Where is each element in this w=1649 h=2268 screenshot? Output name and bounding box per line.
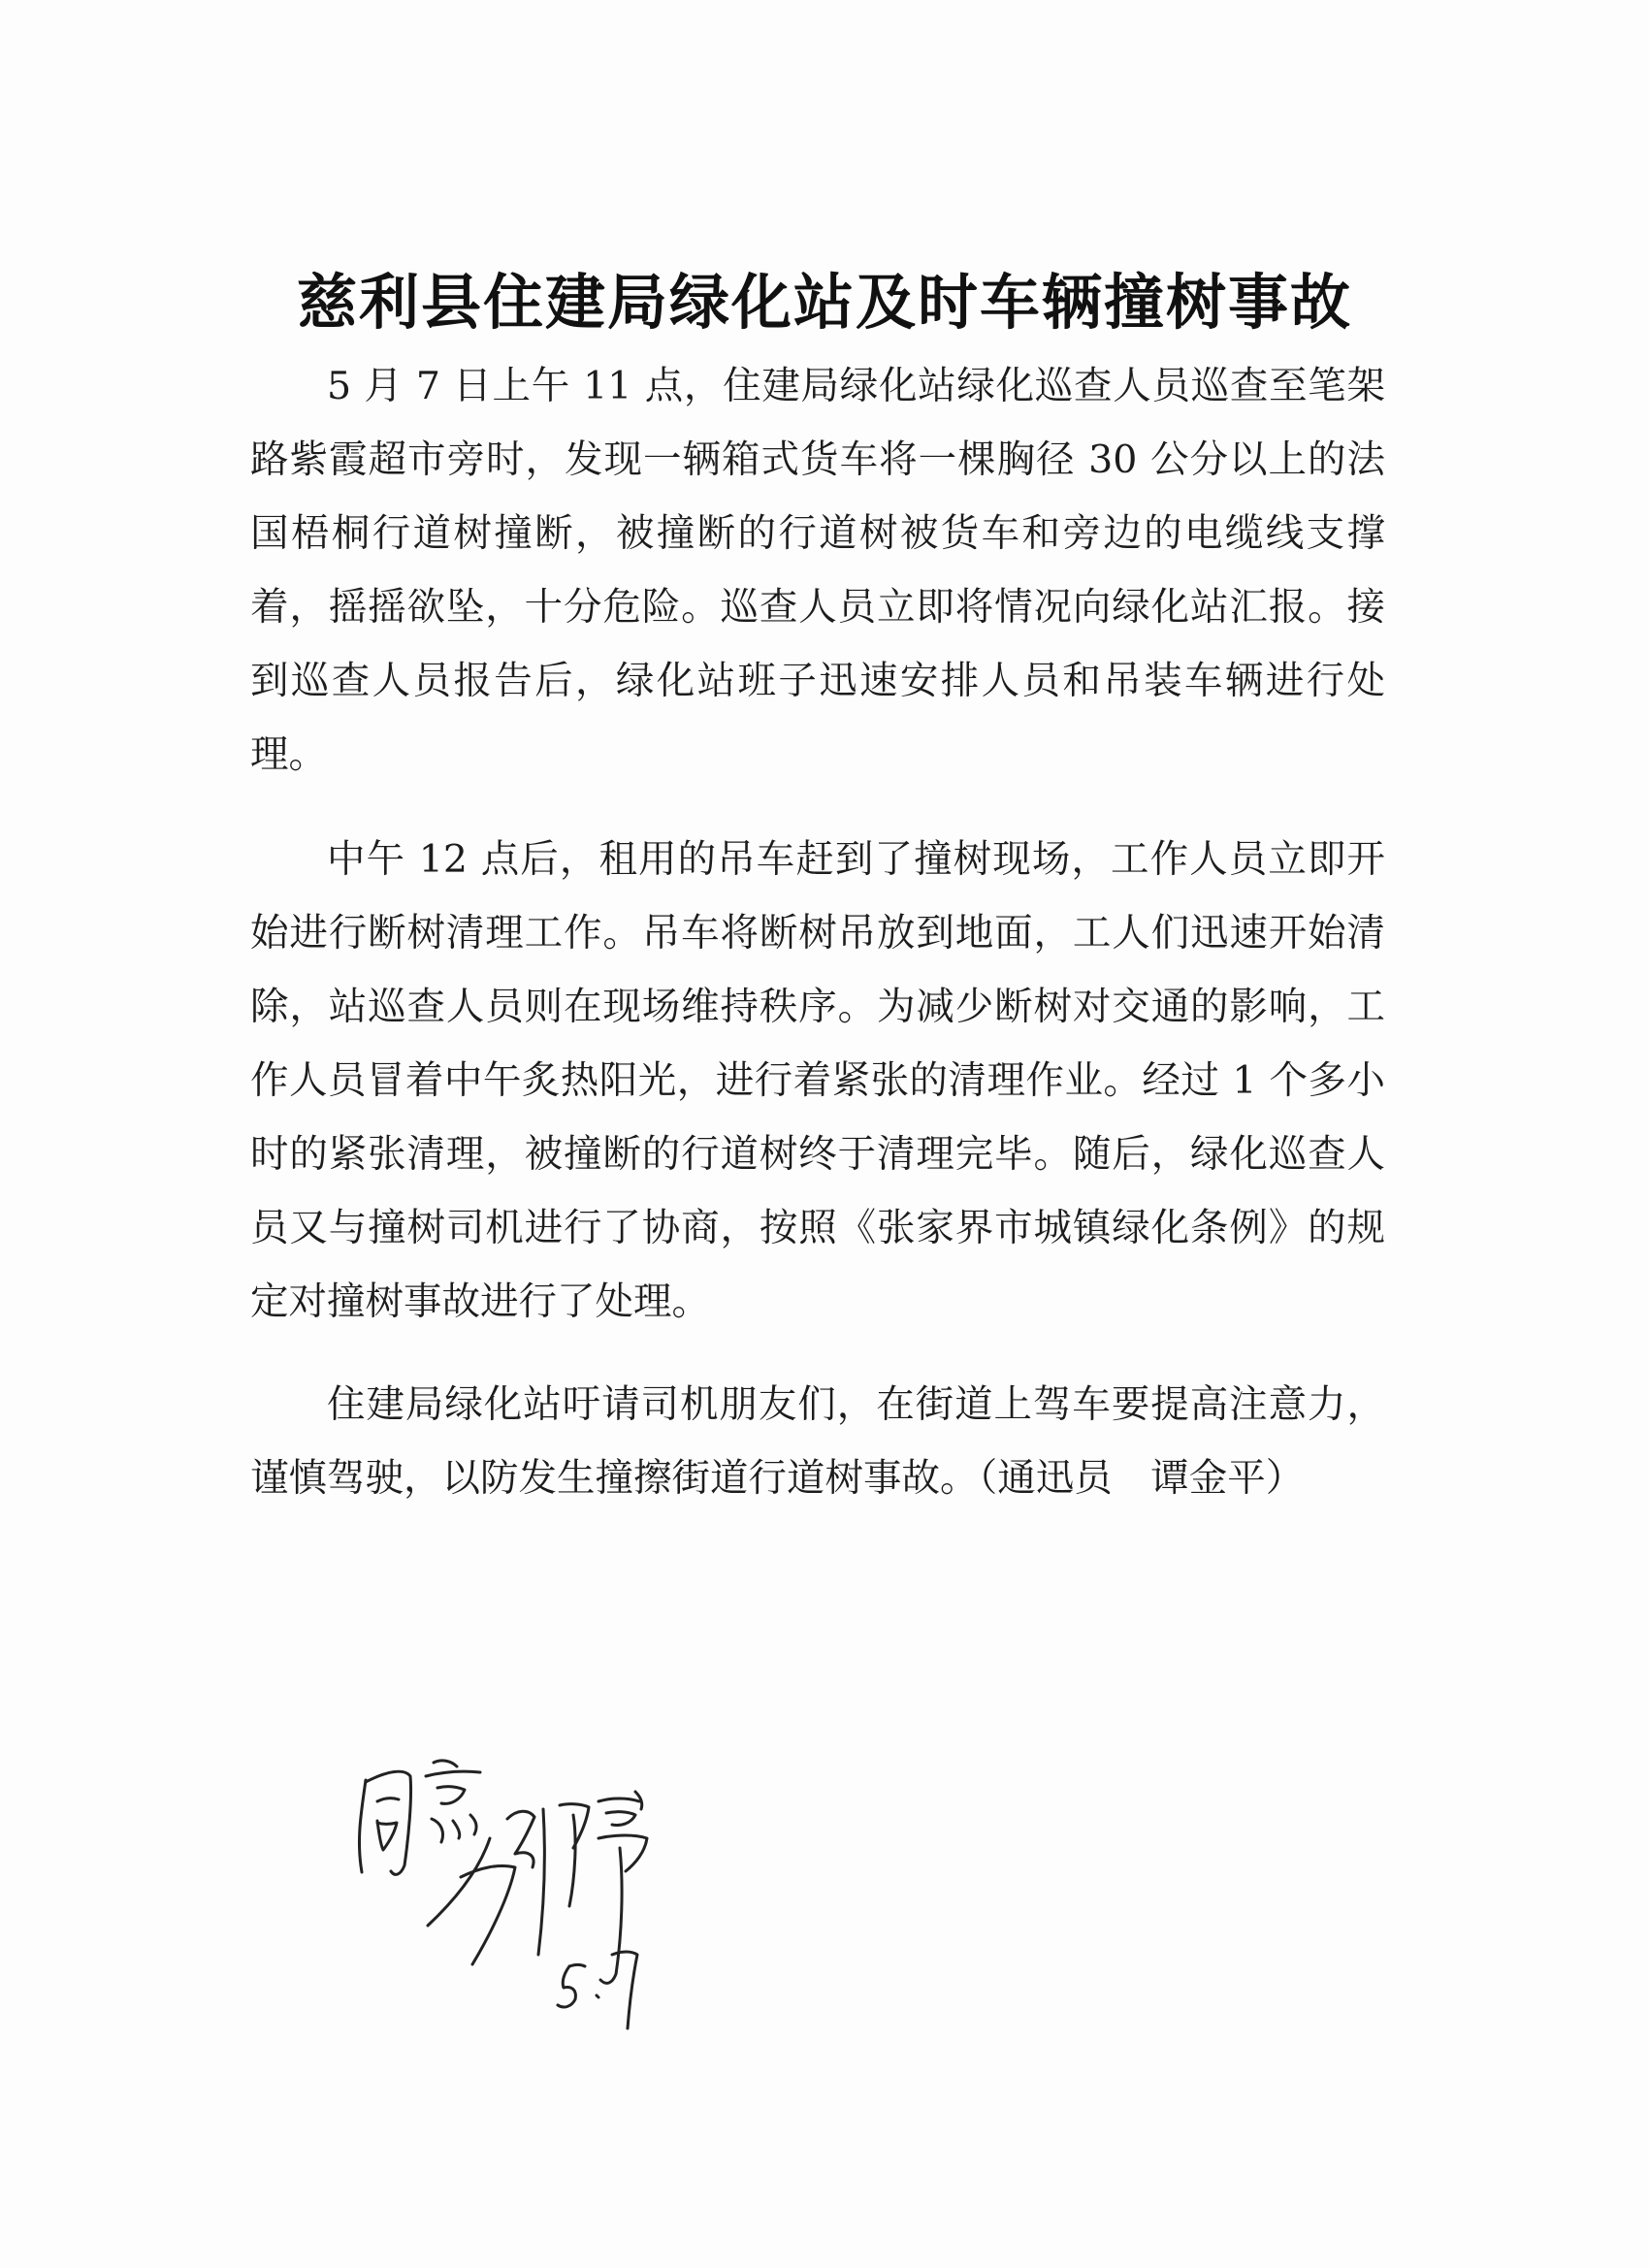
handwritten-signature xyxy=(344,1741,791,2032)
paragraph-1: 5 月 7 日上午 11 点，住建局绿化站绿化巡查人员巡查至笔架路紫霞超市旁时，发现一辆箱式货车将一棵胸径 30 公分以上的法国梧桐行道树撞断，被撞断的行道树被货车和旁边的电缆线支撑着，摇摇欲坠，十分危险。巡查人员立即将情况向绿化站汇报。接到巡查人员报告后，绿化站班子迅速安排人员和吊装车辆进行处理。 xyxy=(250,364,1385,777)
paragraph-2: 中午 12 点后，租用的吊车赶到了撞树现场，工作人员立即开始进行断树清理工作。吊车将断树吊放到地面，工人们迅速开始清除，站巡查人员则在现场维持秩序。为减少断树对交通的影响，工作人员冒着中午炙热阳光，进行着紧张的清理作业。经过 1 个多小时的紧张清理，被撞断的行道树终于清理完毕。随后，绿化巡查人员又与撞树司机进行了协商，按照《张家界市城镇绿化条例》的规定对撞树事故进行了处理。 xyxy=(250,837,1385,1324)
paragraph-3: 住建局绿化站吁请司机朋友们，在街道上驾车要提高注意力，谨慎驾驶，以防发生撞擦街道行道树事故。（通迅员 谭金平） xyxy=(250,1382,1385,1501)
document-title: 慈利县住建局绿化站及时车辆撞树事故 xyxy=(296,266,1352,338)
